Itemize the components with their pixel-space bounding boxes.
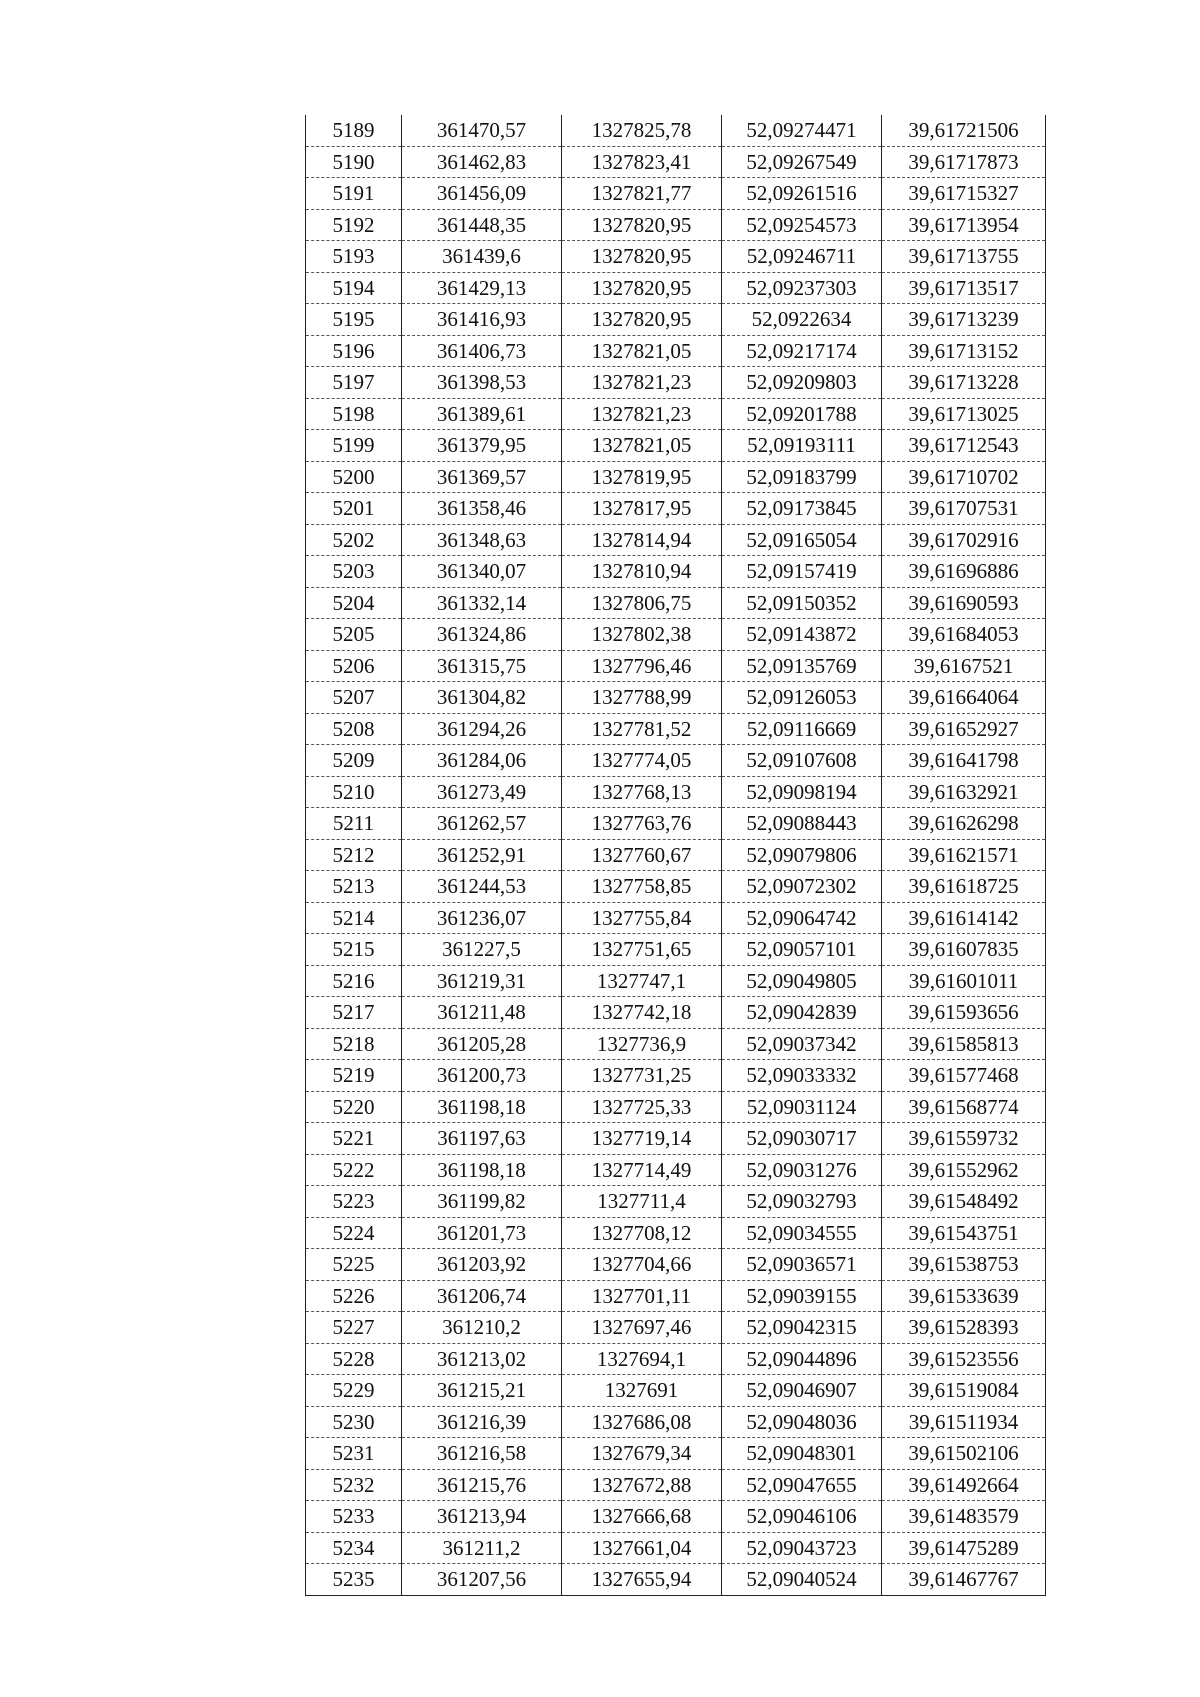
- latitude-cell: 52,09040524: [722, 1564, 882, 1596]
- y-coordinate-cell: 1327666,68: [562, 1501, 722, 1533]
- longitude-cell: 39,61652927: [882, 713, 1046, 745]
- table-row: [306, 839, 1046, 871]
- latitude-cell: 52,09037342: [722, 1028, 882, 1060]
- y-coordinate-cell: 1327760,67: [562, 839, 722, 871]
- latitude-cell: 52,09150352: [722, 587, 882, 619]
- point-number-cell: 5200: [306, 461, 402, 493]
- latitude-cell: 52,09036571: [722, 1249, 882, 1281]
- longitude-cell: 39,61585813: [882, 1028, 1046, 1060]
- point-number-cell: 5206: [306, 650, 402, 682]
- y-coordinate-cell: 1327751,65: [562, 934, 722, 966]
- latitude-cell: 52,09048036: [722, 1406, 882, 1438]
- point-number-cell: 5217: [306, 997, 402, 1029]
- x-coordinate-cell: 361210,2: [402, 1312, 562, 1344]
- latitude-cell: 52,09042315: [722, 1312, 882, 1344]
- point-number-cell: 5222: [306, 1154, 402, 1186]
- latitude-cell: 52,09107608: [722, 745, 882, 777]
- point-number-cell: 5194: [306, 272, 402, 304]
- latitude-cell: 52,09043723: [722, 1532, 882, 1564]
- longitude-cell: 39,61621571: [882, 839, 1046, 871]
- y-coordinate-cell: 1327796,46: [562, 650, 722, 682]
- x-coordinate-cell: 361348,63: [402, 524, 562, 556]
- y-coordinate-cell: 1327806,75: [562, 587, 722, 619]
- latitude-cell: 52,09030717: [722, 1123, 882, 1155]
- longitude-cell: 39,6167521: [882, 650, 1046, 682]
- table-row: [306, 1091, 1046, 1123]
- y-coordinate-cell: 1327781,52: [562, 713, 722, 745]
- point-number-cell: 5214: [306, 902, 402, 934]
- table-row: [306, 1154, 1046, 1186]
- y-coordinate-cell: 1327691: [562, 1375, 722, 1407]
- latitude-cell: 52,09126053: [722, 682, 882, 714]
- latitude-cell: 52,09165054: [722, 524, 882, 556]
- x-coordinate-cell: 361211,2: [402, 1532, 562, 1564]
- coordinates-table-body: [306, 115, 1046, 1595]
- table-row: [306, 682, 1046, 714]
- longitude-cell: 39,61632921: [882, 776, 1046, 808]
- longitude-cell: 39,61696886: [882, 556, 1046, 588]
- table-row: [306, 934, 1046, 966]
- y-coordinate-cell: 1327701,11: [562, 1280, 722, 1312]
- latitude-cell: 52,09261516: [722, 178, 882, 210]
- point-number-cell: 5213: [306, 871, 402, 903]
- table-row: [306, 808, 1046, 840]
- x-coordinate-cell: 361252,91: [402, 839, 562, 871]
- table-row: [306, 367, 1046, 399]
- point-number-cell: 5218: [306, 1028, 402, 1060]
- point-number-cell: 5229: [306, 1375, 402, 1407]
- point-number-cell: 5235: [306, 1564, 402, 1596]
- latitude-cell: 52,09042839: [722, 997, 882, 1029]
- longitude-cell: 39,61684053: [882, 619, 1046, 651]
- latitude-cell: 52,09039155: [722, 1280, 882, 1312]
- y-coordinate-cell: 1327820,95: [562, 209, 722, 241]
- point-number-cell: 5198: [306, 398, 402, 430]
- point-number-cell: 5203: [306, 556, 402, 588]
- longitude-cell: 39,61713755: [882, 241, 1046, 273]
- longitude-cell: 39,61721506: [882, 115, 1046, 146]
- y-coordinate-cell: 1327802,38: [562, 619, 722, 651]
- point-number-cell: 5199: [306, 430, 402, 462]
- latitude-cell: 52,09098194: [722, 776, 882, 808]
- longitude-cell: 39,61690593: [882, 587, 1046, 619]
- table-row: [306, 713, 1046, 745]
- x-coordinate-cell: 361284,06: [402, 745, 562, 777]
- point-number-cell: 5204: [306, 587, 402, 619]
- longitude-cell: 39,61523556: [882, 1343, 1046, 1375]
- x-coordinate-cell: 361199,82: [402, 1186, 562, 1218]
- y-coordinate-cell: 1327736,9: [562, 1028, 722, 1060]
- x-coordinate-cell: 361262,57: [402, 808, 562, 840]
- latitude-cell: 52,09046106: [722, 1501, 882, 1533]
- table-row: [306, 1249, 1046, 1281]
- point-number-cell: 5191: [306, 178, 402, 210]
- x-coordinate-cell: 361332,14: [402, 587, 562, 619]
- latitude-cell: 52,09033332: [722, 1060, 882, 1092]
- x-coordinate-cell: 361294,26: [402, 713, 562, 745]
- table-row: [306, 241, 1046, 273]
- point-number-cell: 5195: [306, 304, 402, 336]
- point-number-cell: 5226: [306, 1280, 402, 1312]
- x-coordinate-cell: 361429,13: [402, 272, 562, 304]
- x-coordinate-cell: 361340,07: [402, 556, 562, 588]
- x-coordinate-cell: 361315,75: [402, 650, 562, 682]
- point-number-cell: 5233: [306, 1501, 402, 1533]
- y-coordinate-cell: 1327821,05: [562, 335, 722, 367]
- point-number-cell: 5196: [306, 335, 402, 367]
- latitude-cell: 52,09183799: [722, 461, 882, 493]
- y-coordinate-cell: 1327820,95: [562, 241, 722, 273]
- table-row: [306, 619, 1046, 651]
- y-coordinate-cell: 1327774,05: [562, 745, 722, 777]
- latitude-cell: 52,09267549: [722, 146, 882, 178]
- longitude-cell: 39,61559732: [882, 1123, 1046, 1155]
- latitude-cell: 52,09209803: [722, 367, 882, 399]
- table-row: [306, 524, 1046, 556]
- longitude-cell: 39,61538753: [882, 1249, 1046, 1281]
- table-row: [306, 902, 1046, 934]
- latitude-cell: 52,09246711: [722, 241, 882, 273]
- longitude-cell: 39,61710702: [882, 461, 1046, 493]
- point-number-cell: 5216: [306, 965, 402, 997]
- latitude-cell: 52,09157419: [722, 556, 882, 588]
- latitude-cell: 52,09254573: [722, 209, 882, 241]
- point-number-cell: 5192: [306, 209, 402, 241]
- latitude-cell: 52,09088443: [722, 808, 882, 840]
- latitude-cell: 52,09031276: [722, 1154, 882, 1186]
- x-coordinate-cell: 361197,63: [402, 1123, 562, 1155]
- table-row: [306, 461, 1046, 493]
- longitude-cell: 39,61702916: [882, 524, 1046, 556]
- table-row: [306, 587, 1046, 619]
- point-number-cell: 5189: [306, 115, 402, 146]
- point-number-cell: 5212: [306, 839, 402, 871]
- point-number-cell: 5210: [306, 776, 402, 808]
- x-coordinate-cell: 361216,39: [402, 1406, 562, 1438]
- longitude-cell: 39,61552962: [882, 1154, 1046, 1186]
- table-row: [306, 209, 1046, 241]
- table-row: [306, 1060, 1046, 1092]
- x-coordinate-cell: 361201,73: [402, 1217, 562, 1249]
- y-coordinate-cell: 1327719,14: [562, 1123, 722, 1155]
- longitude-cell: 39,61713025: [882, 398, 1046, 430]
- x-coordinate-cell: 361203,92: [402, 1249, 562, 1281]
- y-coordinate-cell: 1327821,23: [562, 367, 722, 399]
- latitude-cell: 52,09143872: [722, 619, 882, 651]
- point-number-cell: 5209: [306, 745, 402, 777]
- latitude-cell: 52,09044896: [722, 1343, 882, 1375]
- table-row: [306, 1532, 1046, 1564]
- point-number-cell: 5215: [306, 934, 402, 966]
- point-number-cell: 5234: [306, 1532, 402, 1564]
- y-coordinate-cell: 1327758,85: [562, 871, 722, 903]
- latitude-cell: 52,09116669: [722, 713, 882, 745]
- point-number-cell: 5211: [306, 808, 402, 840]
- latitude-cell: 52,09079806: [722, 839, 882, 871]
- table-row: [306, 1343, 1046, 1375]
- longitude-cell: 39,61717873: [882, 146, 1046, 178]
- point-number-cell: 5224: [306, 1217, 402, 1249]
- point-number-cell: 5220: [306, 1091, 402, 1123]
- latitude-cell: 52,09193111: [722, 430, 882, 462]
- table-row: [306, 1469, 1046, 1501]
- longitude-cell: 39,61713239: [882, 304, 1046, 336]
- longitude-cell: 39,61511934: [882, 1406, 1046, 1438]
- y-coordinate-cell: 1327768,13: [562, 776, 722, 808]
- table-row: [306, 1028, 1046, 1060]
- x-coordinate-cell: 361215,21: [402, 1375, 562, 1407]
- y-coordinate-cell: 1327788,99: [562, 682, 722, 714]
- table-row: [306, 115, 1046, 146]
- longitude-cell: 39,61492664: [882, 1469, 1046, 1501]
- point-number-cell: 5231: [306, 1438, 402, 1470]
- y-coordinate-cell: 1327821,23: [562, 398, 722, 430]
- latitude-cell: 52,09173845: [722, 493, 882, 525]
- latitude-cell: 52,09135769: [722, 650, 882, 682]
- table-row: [306, 304, 1046, 336]
- y-coordinate-cell: 1327819,95: [562, 461, 722, 493]
- y-coordinate-cell: 1327821,77: [562, 178, 722, 210]
- point-number-cell: 5223: [306, 1186, 402, 1218]
- longitude-cell: 39,61568774: [882, 1091, 1046, 1123]
- table-row: [306, 745, 1046, 777]
- table-row: [306, 1186, 1046, 1218]
- x-coordinate-cell: 361198,18: [402, 1091, 562, 1123]
- x-coordinate-cell: 361448,35: [402, 209, 562, 241]
- y-coordinate-cell: 1327820,95: [562, 272, 722, 304]
- y-coordinate-cell: 1327814,94: [562, 524, 722, 556]
- table-row: [306, 556, 1046, 588]
- longitude-cell: 39,61614142: [882, 902, 1046, 934]
- table-row: [306, 1564, 1046, 1596]
- table-row: [306, 493, 1046, 525]
- x-coordinate-cell: 361213,02: [402, 1343, 562, 1375]
- y-coordinate-cell: 1327731,25: [562, 1060, 722, 1092]
- point-number-cell: 5232: [306, 1469, 402, 1501]
- coordinates-table: [305, 115, 1046, 1596]
- latitude-cell: 52,09032793: [722, 1186, 882, 1218]
- x-coordinate-cell: 361379,95: [402, 430, 562, 462]
- y-coordinate-cell: 1327679,34: [562, 1438, 722, 1470]
- point-number-cell: 5219: [306, 1060, 402, 1092]
- x-coordinate-cell: 361470,57: [402, 115, 562, 146]
- x-coordinate-cell: 361227,5: [402, 934, 562, 966]
- point-number-cell: 5190: [306, 146, 402, 178]
- x-coordinate-cell: 361369,57: [402, 461, 562, 493]
- latitude-cell: 52,09049805: [722, 965, 882, 997]
- table-row: [306, 776, 1046, 808]
- y-coordinate-cell: 1327694,1: [562, 1343, 722, 1375]
- point-number-cell: 5201: [306, 493, 402, 525]
- y-coordinate-cell: 1327697,46: [562, 1312, 722, 1344]
- x-coordinate-cell: 361200,73: [402, 1060, 562, 1092]
- latitude-cell: 52,09064742: [722, 902, 882, 934]
- table-row: [306, 272, 1046, 304]
- longitude-cell: 39,61618725: [882, 871, 1046, 903]
- longitude-cell: 39,61543751: [882, 1217, 1046, 1249]
- latitude-cell: 52,09072302: [722, 871, 882, 903]
- latitude-cell: 52,0922634: [722, 304, 882, 336]
- longitude-cell: 39,61548492: [882, 1186, 1046, 1218]
- x-coordinate-cell: 361416,93: [402, 304, 562, 336]
- longitude-cell: 39,61502106: [882, 1438, 1046, 1470]
- x-coordinate-cell: 361398,53: [402, 367, 562, 399]
- longitude-cell: 39,61641798: [882, 745, 1046, 777]
- x-coordinate-cell: 361273,49: [402, 776, 562, 808]
- table-row: [306, 430, 1046, 462]
- point-number-cell: 5230: [306, 1406, 402, 1438]
- table-row: [306, 997, 1046, 1029]
- latitude-cell: 52,09057101: [722, 934, 882, 966]
- x-coordinate-cell: 361211,48: [402, 997, 562, 1029]
- longitude-cell: 39,61483579: [882, 1501, 1046, 1533]
- longitude-cell: 39,61712543: [882, 430, 1046, 462]
- x-coordinate-cell: 361213,94: [402, 1501, 562, 1533]
- x-coordinate-cell: 361219,31: [402, 965, 562, 997]
- longitude-cell: 39,61713152: [882, 335, 1046, 367]
- x-coordinate-cell: 361462,83: [402, 146, 562, 178]
- x-coordinate-cell: 361206,74: [402, 1280, 562, 1312]
- longitude-cell: 39,61601011: [882, 965, 1046, 997]
- latitude-cell: 52,09031124: [722, 1091, 882, 1123]
- y-coordinate-cell: 1327747,1: [562, 965, 722, 997]
- x-coordinate-cell: 361324,86: [402, 619, 562, 651]
- longitude-cell: 39,61593656: [882, 997, 1046, 1029]
- table-row: [306, 871, 1046, 903]
- point-number-cell: 5228: [306, 1343, 402, 1375]
- y-coordinate-cell: 1327686,08: [562, 1406, 722, 1438]
- x-coordinate-cell: 361198,18: [402, 1154, 562, 1186]
- table-row: [306, 1280, 1046, 1312]
- x-coordinate-cell: 361207,56: [402, 1564, 562, 1596]
- x-coordinate-cell: 361358,46: [402, 493, 562, 525]
- table-row: [306, 335, 1046, 367]
- latitude-cell: 52,09046907: [722, 1375, 882, 1407]
- longitude-cell: 39,61626298: [882, 808, 1046, 840]
- table-row: [306, 146, 1046, 178]
- table-row: [306, 1438, 1046, 1470]
- table-row: [306, 965, 1046, 997]
- latitude-cell: 52,09034555: [722, 1217, 882, 1249]
- x-coordinate-cell: 361205,28: [402, 1028, 562, 1060]
- y-coordinate-cell: 1327763,76: [562, 808, 722, 840]
- y-coordinate-cell: 1327661,04: [562, 1532, 722, 1564]
- y-coordinate-cell: 1327711,4: [562, 1186, 722, 1218]
- y-coordinate-cell: 1327714,49: [562, 1154, 722, 1186]
- table-row: [306, 1406, 1046, 1438]
- point-number-cell: 5193: [306, 241, 402, 273]
- y-coordinate-cell: 1327725,33: [562, 1091, 722, 1123]
- x-coordinate-cell: 361439,6: [402, 241, 562, 273]
- point-number-cell: 5205: [306, 619, 402, 651]
- table-row: [306, 178, 1046, 210]
- longitude-cell: 39,61664064: [882, 682, 1046, 714]
- y-coordinate-cell: 1327825,78: [562, 115, 722, 146]
- x-coordinate-cell: 361215,76: [402, 1469, 562, 1501]
- longitude-cell: 39,61713228: [882, 367, 1046, 399]
- longitude-cell: 39,61713954: [882, 209, 1046, 241]
- longitude-cell: 39,61577468: [882, 1060, 1046, 1092]
- x-coordinate-cell: 361406,73: [402, 335, 562, 367]
- table-row: [306, 1217, 1046, 1249]
- point-number-cell: 5221: [306, 1123, 402, 1155]
- y-coordinate-cell: 1327655,94: [562, 1564, 722, 1596]
- point-number-cell: 5202: [306, 524, 402, 556]
- point-number-cell: 5207: [306, 682, 402, 714]
- y-coordinate-cell: 1327823,41: [562, 146, 722, 178]
- latitude-cell: 52,09237303: [722, 272, 882, 304]
- table-row: [306, 1501, 1046, 1533]
- x-coordinate-cell: 361389,61: [402, 398, 562, 430]
- point-number-cell: 5208: [306, 713, 402, 745]
- table-row: [306, 1312, 1046, 1344]
- y-coordinate-cell: 1327755,84: [562, 902, 722, 934]
- longitude-cell: 39,61707531: [882, 493, 1046, 525]
- latitude-cell: 52,09047655: [722, 1469, 882, 1501]
- longitude-cell: 39,61519084: [882, 1375, 1046, 1407]
- latitude-cell: 52,09274471: [722, 115, 882, 146]
- y-coordinate-cell: 1327704,66: [562, 1249, 722, 1281]
- y-coordinate-cell: 1327820,95: [562, 304, 722, 336]
- longitude-cell: 39,61713517: [882, 272, 1046, 304]
- x-coordinate-cell: 361304,82: [402, 682, 562, 714]
- x-coordinate-cell: 361236,07: [402, 902, 562, 934]
- longitude-cell: 39,61467767: [882, 1564, 1046, 1596]
- latitude-cell: 52,09048301: [722, 1438, 882, 1470]
- table-row: [306, 398, 1046, 430]
- y-coordinate-cell: 1327742,18: [562, 997, 722, 1029]
- longitude-cell: 39,61533639: [882, 1280, 1046, 1312]
- y-coordinate-cell: 1327810,94: [562, 556, 722, 588]
- y-coordinate-cell: 1327672,88: [562, 1469, 722, 1501]
- point-number-cell: 5225: [306, 1249, 402, 1281]
- longitude-cell: 39,61715327: [882, 178, 1046, 210]
- table-row: [306, 650, 1046, 682]
- x-coordinate-cell: 361216,58: [402, 1438, 562, 1470]
- x-coordinate-cell: 361244,53: [402, 871, 562, 903]
- latitude-cell: 52,09217174: [722, 335, 882, 367]
- longitude-cell: 39,61607835: [882, 934, 1046, 966]
- longitude-cell: 39,61528393: [882, 1312, 1046, 1344]
- point-number-cell: 5197: [306, 367, 402, 399]
- table-row: [306, 1375, 1046, 1407]
- latitude-cell: 52,09201788: [722, 398, 882, 430]
- longitude-cell: 39,61475289: [882, 1532, 1046, 1564]
- point-number-cell: 5227: [306, 1312, 402, 1344]
- x-coordinate-cell: 361456,09: [402, 178, 562, 210]
- table-row: [306, 1123, 1046, 1155]
- y-coordinate-cell: 1327817,95: [562, 493, 722, 525]
- y-coordinate-cell: 1327708,12: [562, 1217, 722, 1249]
- y-coordinate-cell: 1327821,05: [562, 430, 722, 462]
